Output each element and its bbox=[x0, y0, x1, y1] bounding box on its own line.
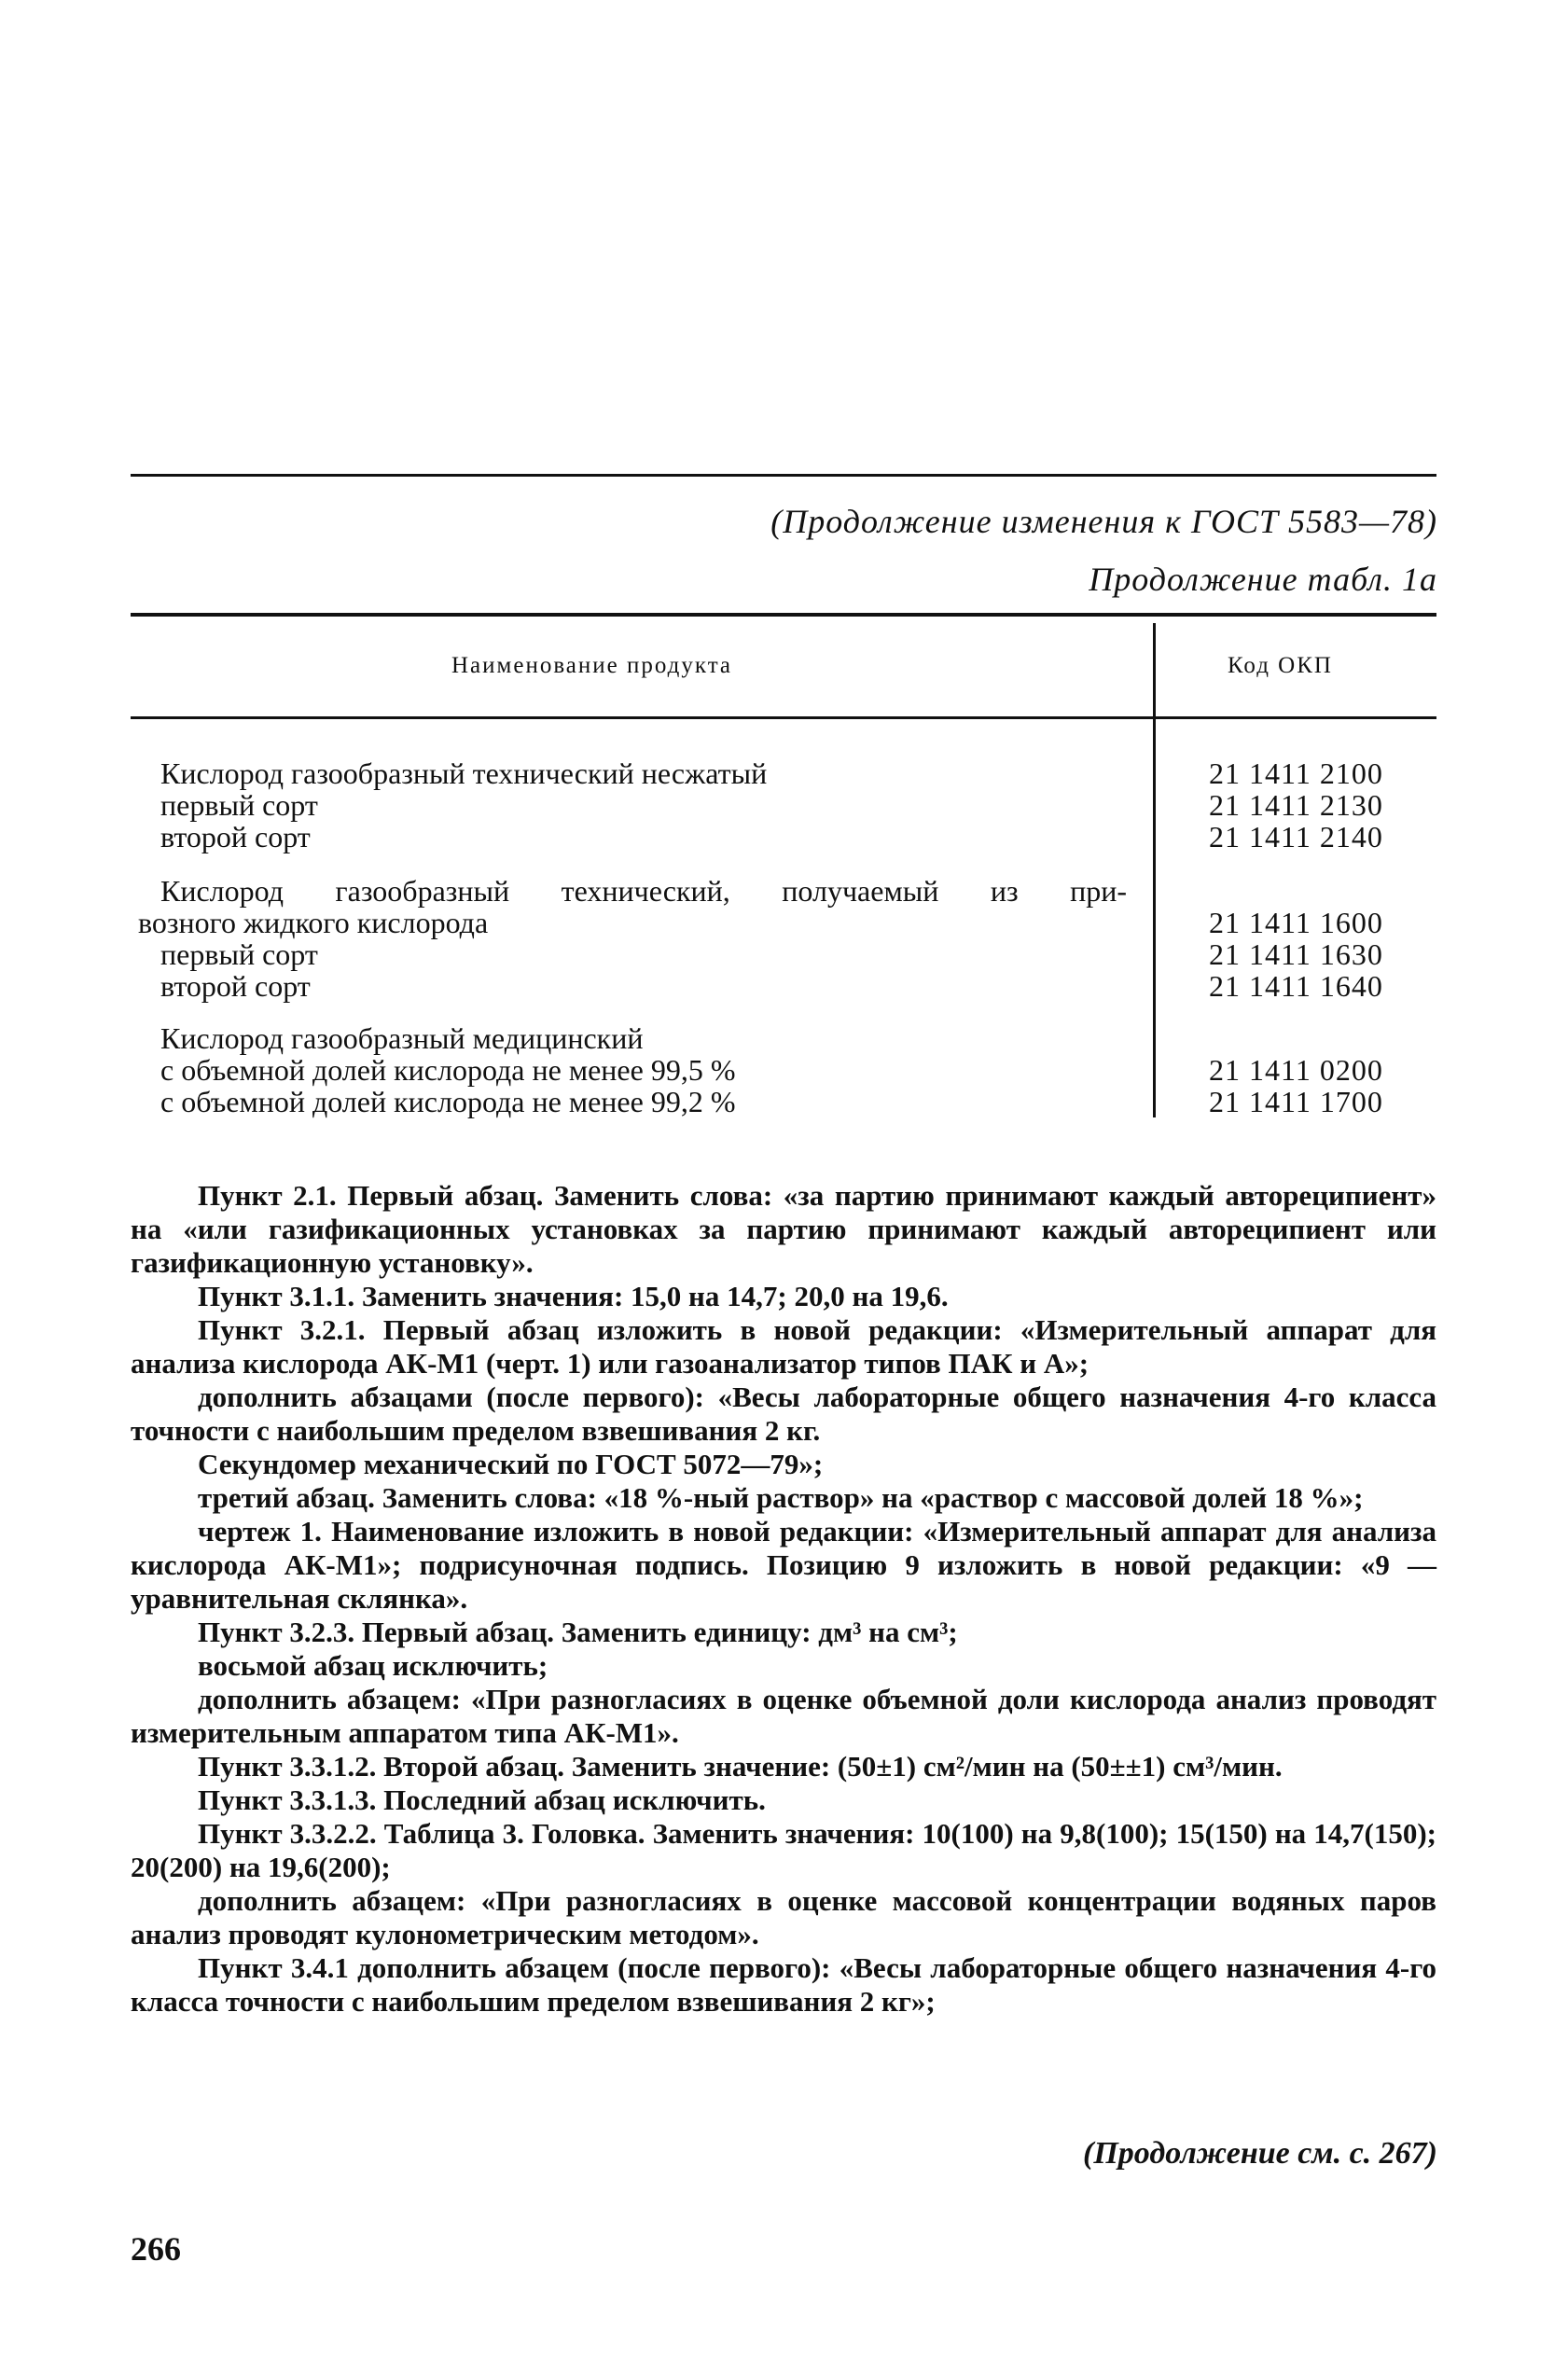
okp-code: 21 1411 1700 bbox=[1209, 1085, 1383, 1118]
paragraph: дополнить абзацем: «При разногласиях в оценке объемной доли кислорода анализ проводят измерительным аппаратом типа АК-М1». bbox=[131, 1683, 1436, 1749]
paragraph: дополнить абзацем: «При разногласиях в оценке массовой концентрации водяных паров анализ проводят кулонометрическим методом». bbox=[131, 1884, 1436, 1950]
page-number: 266 bbox=[131, 2230, 181, 2268]
okp-code: 21 1411 1630 bbox=[1209, 937, 1383, 971]
paragraph: Секундомер механический по ГОСТ 5072—79»; bbox=[198, 1448, 824, 1480]
amendment-text bbox=[131, 1179, 1436, 2019]
paragraph: Пункт 3.3.1.2. Второй абзац. Заменить значение: (50±1) см²/мин на (50±±1) см³/мин. bbox=[198, 1750, 1283, 1783]
table-continuation-label: Продолжение табл. 1а bbox=[1089, 561, 1437, 598]
paragraph: Пункт 3.2.1. Первый абзац изложить в новой редакции: «Измерительный аппарат для анализа кислорода АК-М1 (черт. 1) или газоанализатор типов ПАК и А»; bbox=[131, 1313, 1436, 1380]
paragraph: Пункт 3.3.2.2. Таблица 3. Головка. Заменить значения: 10(100) на 9,8(100); 15(150) на 14,7(150); 20(200) на 19,6(200); bbox=[131, 1817, 1436, 1883]
column-header-name: Наименование продукта bbox=[451, 653, 733, 678]
product-name: с объемной долей кислорода не менее 99,5 % bbox=[160, 1053, 736, 1087]
paragraph: Пункт 3.3.1.3. Последний абзац исключить. bbox=[198, 1783, 766, 1816]
paragraph: Пункт 3.4.1 дополнить абзацем (после первого): «Весы лабораторные общего назначения 4-го класса точности с наибольшим пределом взвешивания 2 кг»; bbox=[131, 1951, 1436, 2018]
table-column-divider bbox=[1153, 623, 1156, 1117]
paragraph: Пункт 3.1.1. Заменить значения: 15,0 на 14,7; 20,0 на 19,6. bbox=[198, 1280, 949, 1312]
paragraph: чертеж 1. Наименование изложить в новой редакции: «Измерительный аппарат для анализа кислорода АК-М1»; подрисуночная подпись. Позицию 9 изложить в новой редакции: «9 — уравнительная склянка». bbox=[131, 1515, 1436, 1615]
product-name: второй сорт bbox=[160, 969, 311, 1003]
product-name: с объемной долей кислорода не менее 99,2 % bbox=[160, 1085, 736, 1118]
okp-code: 21 1411 1640 bbox=[1209, 969, 1383, 1003]
paragraph: дополнить абзацами (после первого): «Весы лабораторные общего назначения 4-го класса точности с наибольшим пределом взвешивания 2 кг. bbox=[131, 1381, 1436, 1447]
product-name: Кислород газообразный медицинский bbox=[160, 1021, 644, 1055]
paragraph: третий абзац. Заменить слова: «18 %-ный раствор» на «раствор с массовой долей 18 %»; bbox=[198, 1481, 1364, 1514]
product-name: Кислород газообразный технический несжатый bbox=[160, 756, 768, 790]
okp-code: 21 1411 2130 bbox=[1209, 788, 1383, 822]
continuation-header: (Продолжение изменения к ГОСТ 5583—78) bbox=[770, 503, 1437, 540]
table-top-rule bbox=[131, 613, 1436, 617]
product-name: возного жидкого кислорода bbox=[138, 906, 489, 939]
okp-code: 21 1411 2100 bbox=[1209, 756, 1383, 790]
paragraph: восьмой абзац исключить; bbox=[198, 1649, 548, 1682]
product-name: первый сорт bbox=[160, 937, 318, 971]
paragraph: Пункт 3.2.3. Первый абзац. Заменить единицу: дм³ на см³; bbox=[198, 1616, 958, 1648]
product-name: второй сорт bbox=[160, 820, 311, 853]
table-header-rule bbox=[131, 716, 1436, 719]
paragraph: Пункт 2.1. Первый абзац. Заменить слова: «за партию принимают каждый автореципиент» на «или газификационных установках за партию принимают каждый автореципиент или газификационную установку». bbox=[131, 1179, 1436, 1279]
okp-code: 21 1411 2140 bbox=[1209, 820, 1383, 853]
top-rule bbox=[131, 474, 1436, 477]
column-header-code: Код ОКП bbox=[1228, 653, 1333, 678]
okp-code: 21 1411 1600 bbox=[1209, 906, 1383, 939]
okp-code: 21 1411 0200 bbox=[1209, 1053, 1383, 1087]
product-name: первый сорт bbox=[160, 788, 318, 822]
product-name: Кислород газообразный технический, получаемый из при- bbox=[160, 874, 1127, 908]
continued-note: (Продолжение см. с. 267) bbox=[1083, 2136, 1437, 2171]
